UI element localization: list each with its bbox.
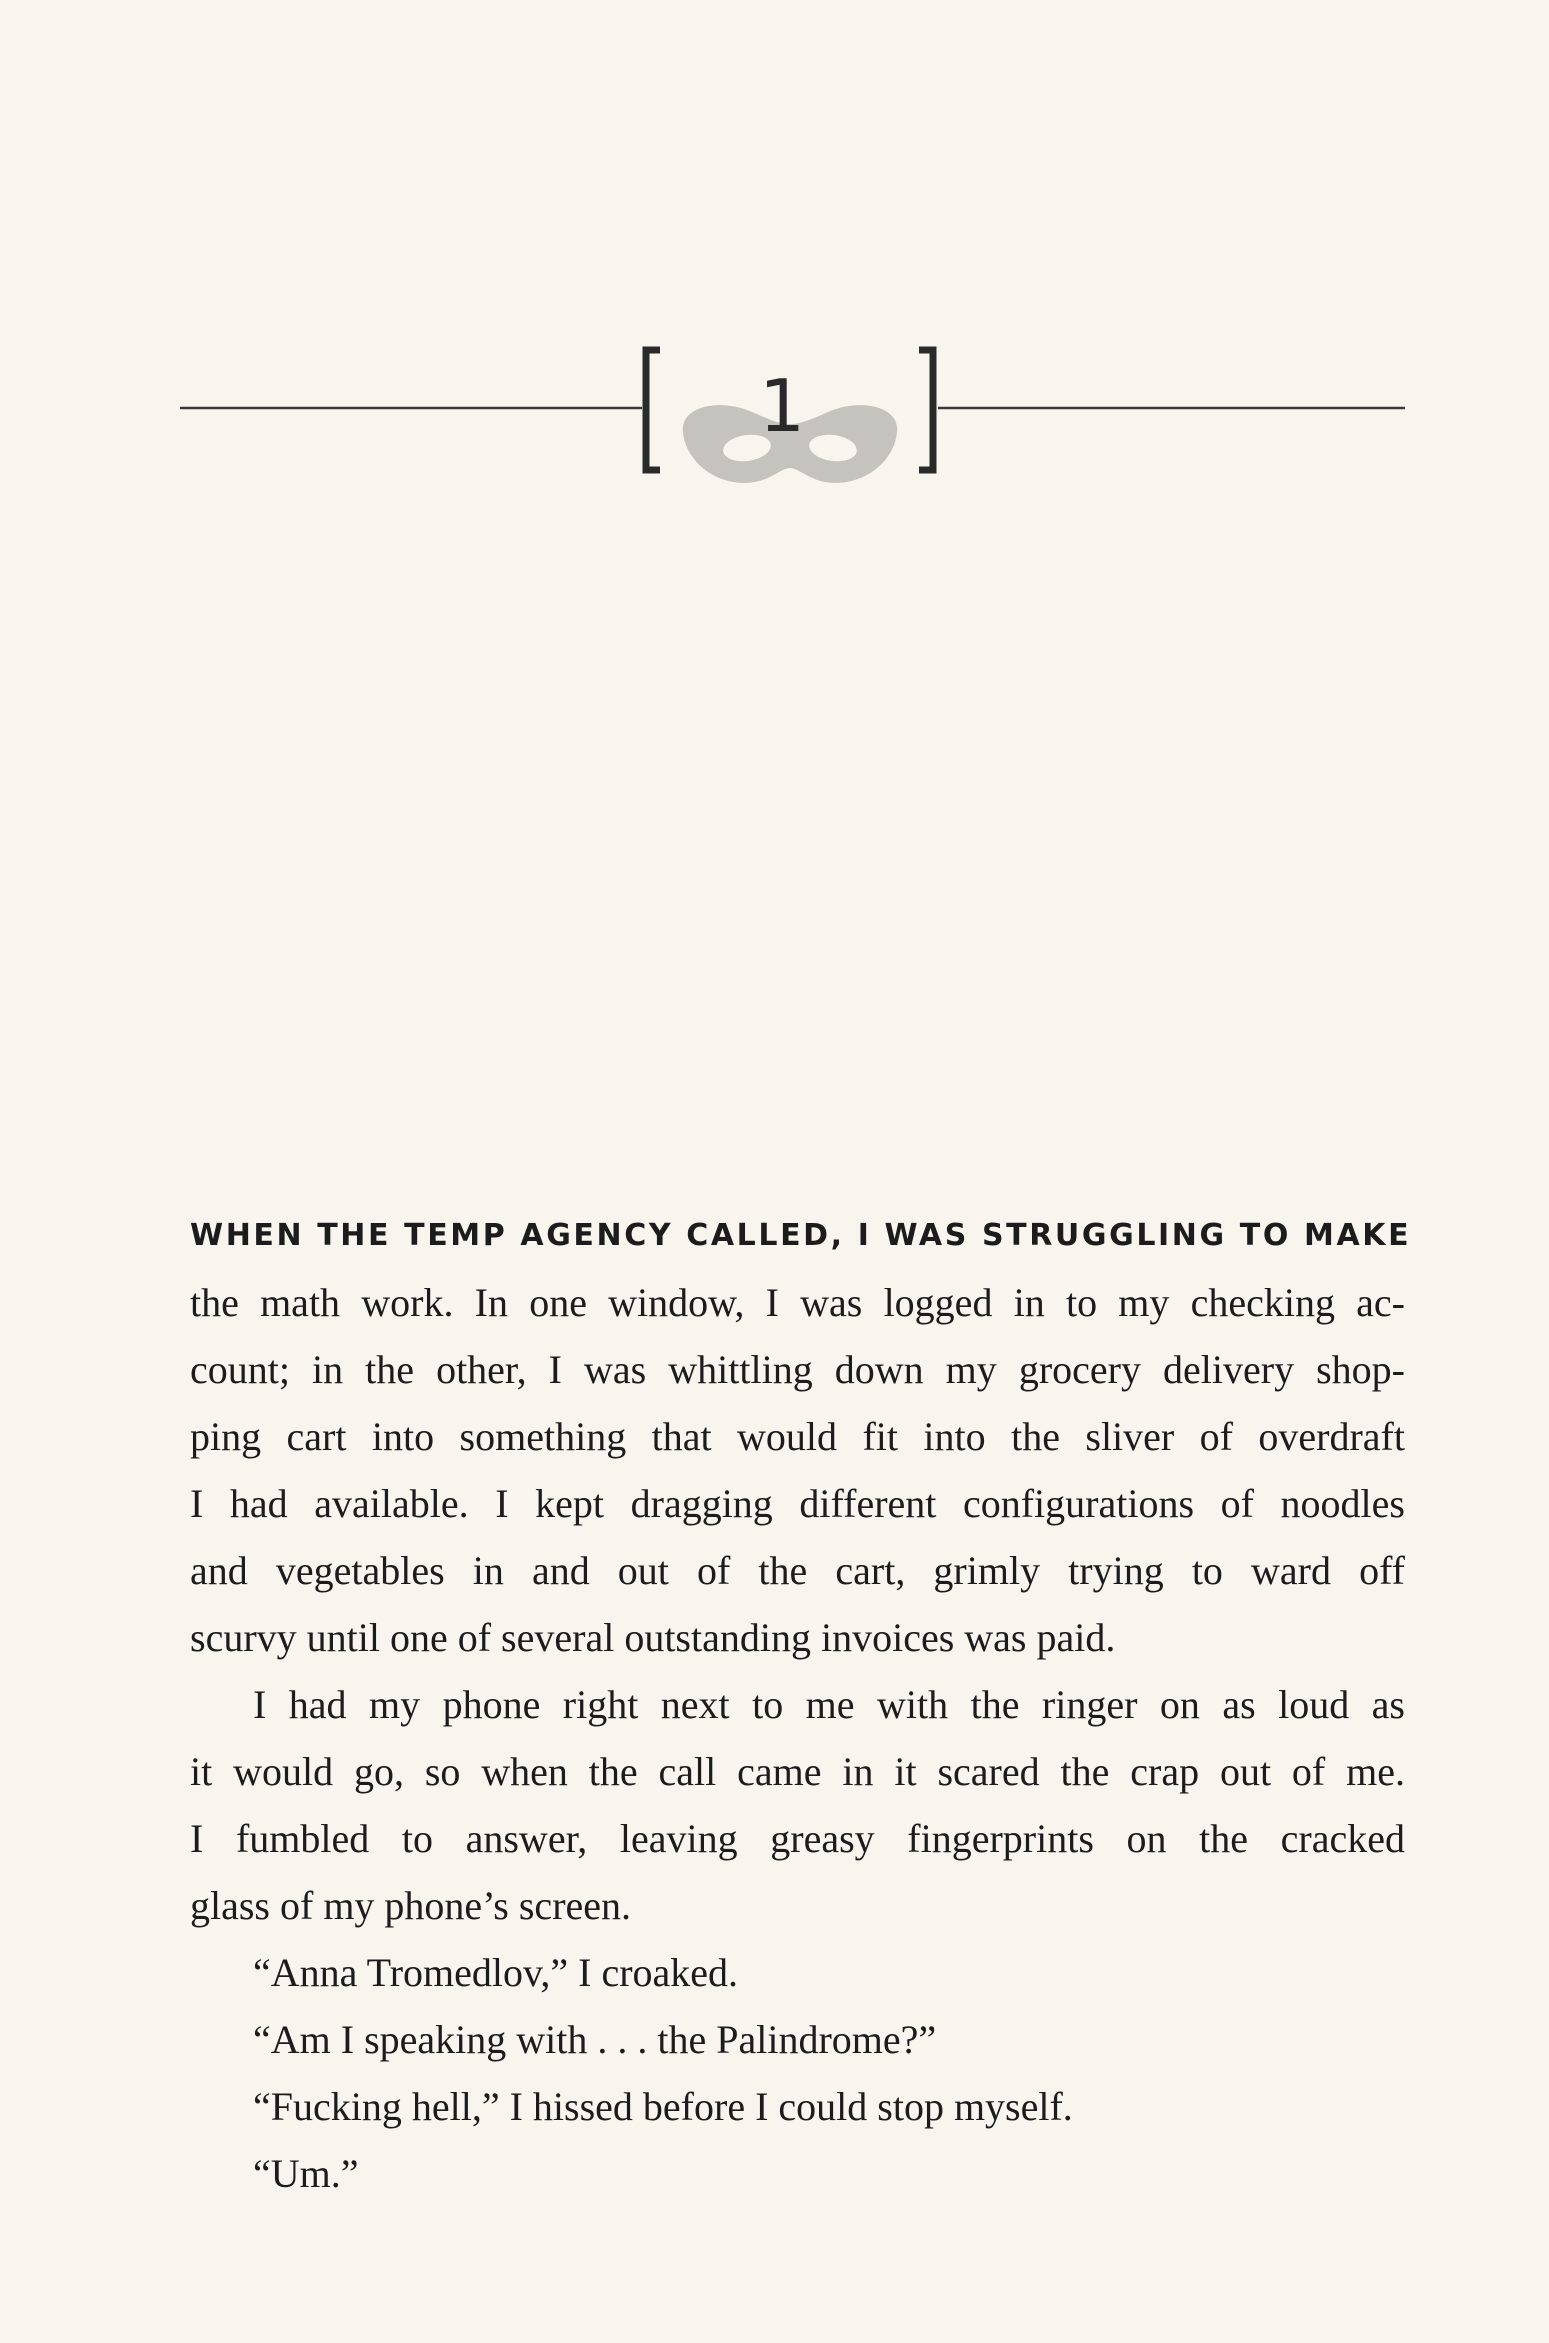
left-bracket: [646, 350, 660, 470]
text-line: glass of my phone’s screen.: [190, 1883, 632, 1928]
opening-paragraph: [190, 1202, 1412, 1671]
chapter-number: 1: [759, 364, 805, 448]
text-line: ping cart into something that would fit into the sliver of overdraft: [190, 1414, 1405, 1459]
chapter-body: [190, 1202, 1412, 2207]
text-line: scurvy until one of several outstanding invoices was paid.: [190, 1615, 1116, 1660]
text-line: it would go, so when the call came in it scared the crap out of me.: [190, 1749, 1405, 1794]
dialogue-line: “Anna Tromedlov,” I croaked.: [253, 1950, 739, 1995]
text-line: I had available. I kept dragging different configurations of noodles: [190, 1481, 1405, 1526]
text-line: the math work. In one window, I was logged in to my checking ac-: [190, 1280, 1405, 1325]
dialogue-line: “Am I speaking with . . . the Palindrome?”: [253, 2017, 937, 2062]
dialogue-line: “Um.”: [253, 2151, 359, 2196]
text-line: I had my phone right next to me with the ringer on as loud as: [253, 1682, 1405, 1727]
text-line: I fumbled to answer, leaving greasy fingerprints on the cracked: [190, 1816, 1405, 1861]
dialogue-line: “Fucking hell,” I hissed before I could stop myself.: [253, 2084, 1073, 2129]
paragraph-2: [190, 1671, 1405, 1939]
right-bracket: [919, 350, 933, 470]
text-line: count; in the other, I was whittling down my grocery delivery shop-: [190, 1347, 1405, 1392]
opening-lead-caps: WHEN THE TEMP AGENCY CALLED, I WAS STRUGGLING TO MAKE: [190, 1218, 1412, 1253]
text-line: and vegetables in and out of the cart, grimly trying to ward off: [190, 1548, 1405, 1593]
